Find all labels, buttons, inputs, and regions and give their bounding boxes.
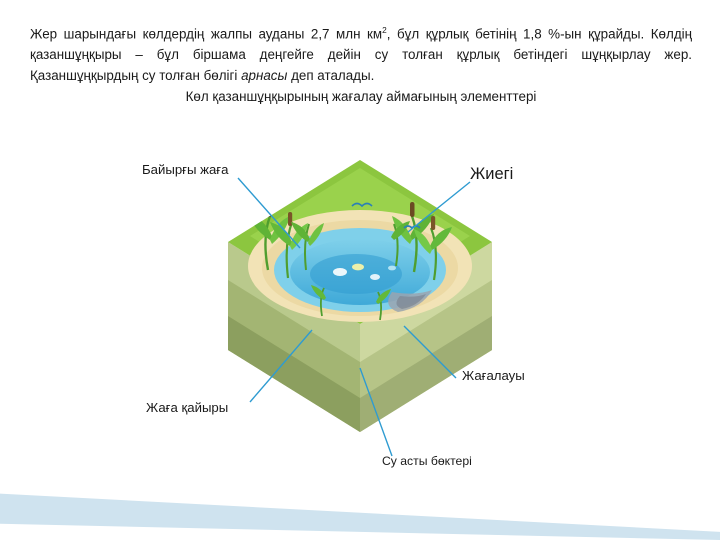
label-underwater-slope: Су асты бөктері [382, 454, 472, 468]
superscript-two: 2 [382, 25, 387, 35]
body-text-italic: арнасы [241, 68, 288, 83]
body-text-part1: Жер шарындағы көлдердің жалпы ауданы 2,7 млн км [30, 26, 383, 42]
label-shore-old: Байырғы жаға [142, 162, 229, 177]
page-title [30, 24, 692, 108]
label-beach: Жаға қайыры [146, 400, 229, 415]
body-text-part3: деп аталады. [287, 68, 375, 83]
body-text-part2: , бұл құрлық бетінің 1,8 %-ын құрайды. Көлдің қазаншұңқыры – бұл біршама деңгейге дейін су толған құрлық бетіндегі шұңқырлау жер. Қазаншұңқырдың су толған бөлігі [30, 26, 692, 83]
label-shoreline: Жағалауы [462, 368, 525, 383]
lake-basin-diagram [0, 120, 720, 490]
label-edge: Жиегі [470, 165, 514, 183]
body-text-centered-line: Көл қазаншұңқырының жағалау аймағының элементтері [185, 88, 537, 104]
